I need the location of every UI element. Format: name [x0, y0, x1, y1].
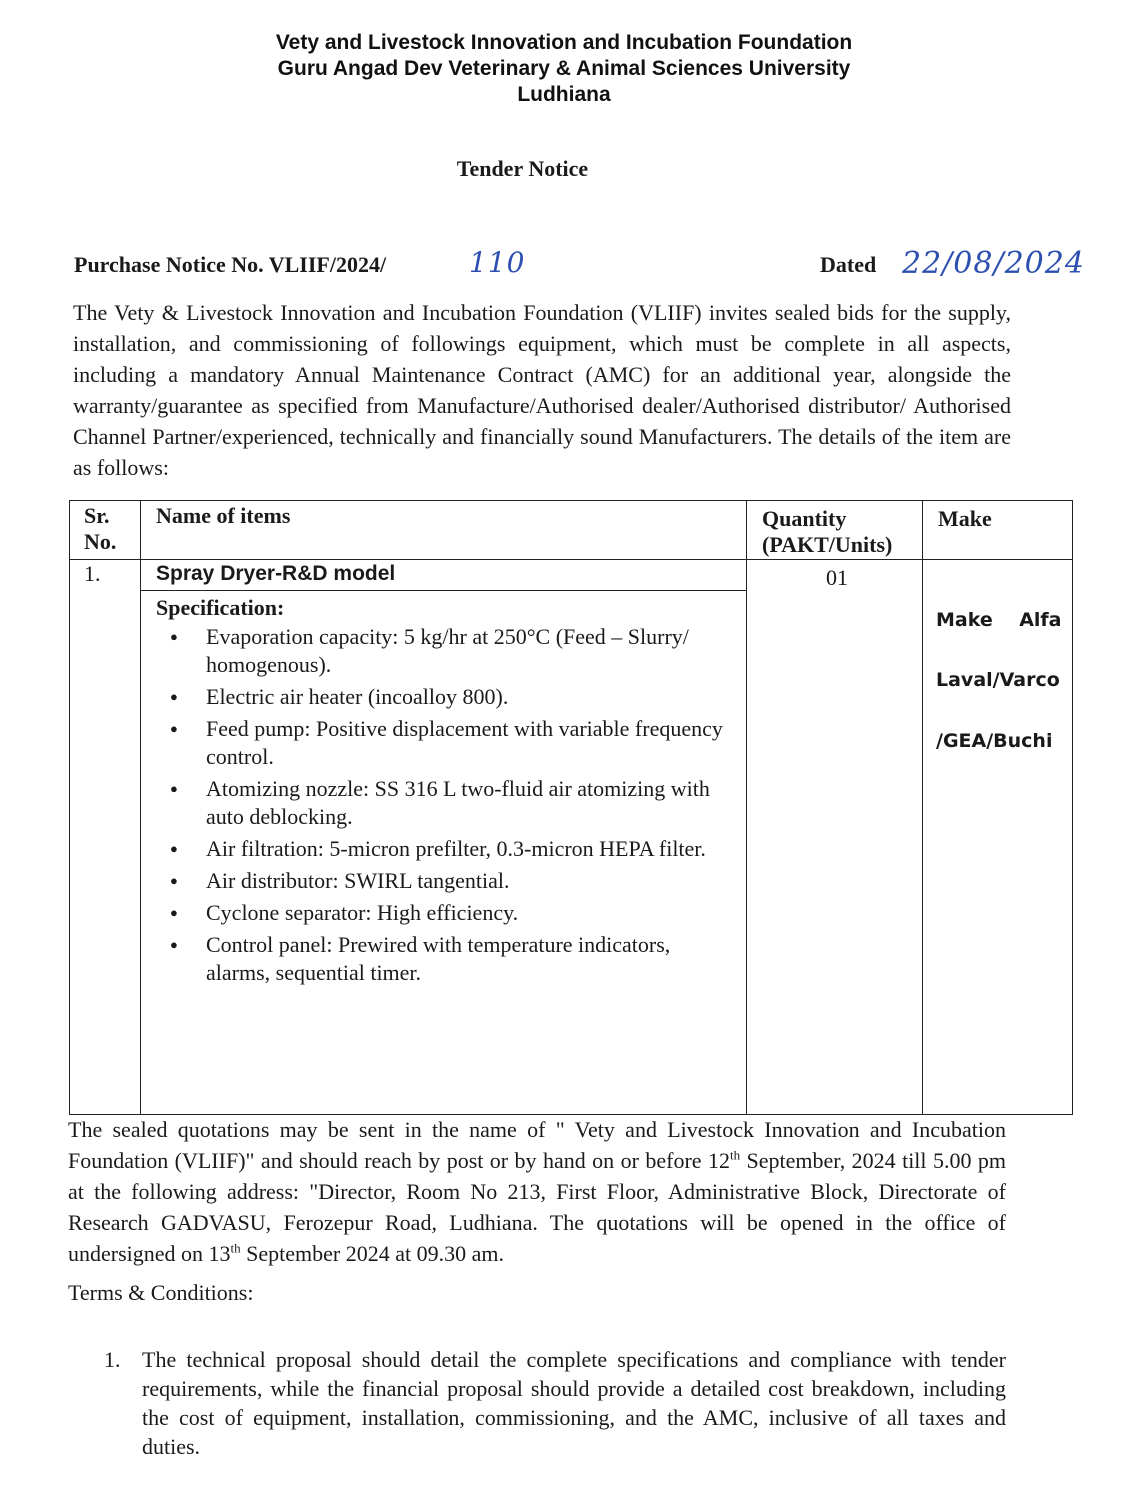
header-make: Make: [938, 506, 992, 531]
spec-item: ● Feed pump: Positive displacement with variable frequency control.: [166, 715, 726, 771]
superscript-th: th: [729, 1147, 741, 1163]
item-name: Spray Dryer-R&D model: [156, 562, 396, 585]
spec-item: ● Air distributor: SWIRL tangential.: [166, 867, 726, 895]
intro-paragraph: The Vety & Livestock Innovation and Incubation Foundation (VLIIF) invites sealed bids for the supply, installation, and commissioning of followings equipment, which must be complete in all aspects, including a mandatory Annual Maintenance Contract (AMC) for an additional year, alongside the warranty/guarantee as specified from Manufacture/Authorised dealer/Authorised distributor/ Authorised Channel Partner/experienced, technically and financially sound Manufacturers. The details of the item are as follows:: [73, 300, 1011, 480]
spec-item: ● Evaporation capacity: 5 kg/hr at 250°C (Feed – Slurry/ homogenous).: [166, 623, 726, 679]
spec-item: ● Atomizing nozzle: SS 316 L two-fluid air atomizing with auto deblocking.: [166, 775, 726, 831]
purchase-notice-label: Purchase Notice No. VLIIF/2024/: [74, 252, 387, 277]
spec-heading: Specification:: [156, 595, 285, 620]
handwritten-notice-number: 110: [469, 246, 526, 279]
spec-item: ● Air filtration: 5-micron prefilter, 0.3-micron HEPA filter.: [166, 835, 726, 863]
header-item-name: Name of items: [156, 503, 291, 528]
make-line-3: /GEA/Buchi: [936, 730, 1053, 752]
make-line-1: Make Alfa: [936, 609, 1062, 631]
letterhead: [0, 30, 1128, 108]
closing-paragraph: The sealed quotations may be sent in the name of " Vety and Livestock Innovation and Incubation Foundation (VLIIF)" and should reach by post or by hand on or before 12th September, 2024 till 5.00 pm at the following address: "Director, Room No 213, First Floor, Administrative Block, Directorate of Research GADVASU, Ferozepur Road, Ludhiana. The quotations will be opened in the office of undersigned on 13th September 2024 at 09.30 am.: [68, 1117, 1006, 1266]
term-text: The technical proposal should detail the complete specifications and compliance with tender requirements, while the financial proposal should provide a detailed cost breakdown, including the cost of equipment, installation, commissioning, and the AMC, inclusive of all taxes and duties.: [142, 1347, 1006, 1459]
spec-item: ● Cyclone separator: High efficiency.: [166, 899, 726, 927]
handwritten-date: 22/08/2024: [902, 246, 1085, 281]
header-sr-no: Sr. No.: [84, 503, 117, 554]
spec-item: ● Electric air heater (incoalloy 800).: [166, 683, 726, 711]
city-name: Ludhiana: [517, 83, 611, 106]
spec-item: ● Control panel: Prewired with temperature indicators, alarms, sequential timer.: [166, 931, 726, 987]
terms-heading: Terms & Conditions:: [68, 1280, 254, 1305]
org-name: Vety and Livestock Innovation and Incubation Foundation: [275, 31, 853, 54]
make-line-2: Laval/Varco: [936, 669, 1060, 691]
items-table: [69, 500, 1073, 1115]
row-sr-no: 1.: [84, 561, 101, 586]
spec-list: [166, 623, 726, 991]
dated-label: Dated: [820, 252, 877, 277]
term-item: [104, 1345, 1006, 1461]
header-quantity: Quantity (PAKT/Units): [762, 506, 893, 557]
notice-line: [74, 246, 1085, 282]
term-number: 1.: [104, 1347, 121, 1372]
quantity-value: 01: [826, 565, 848, 590]
superscript-th: th: [230, 1240, 241, 1256]
university-name: Guru Angad Dev Veterinary & Animal Sciences University: [277, 57, 851, 80]
document-title: Tender Notice: [456, 156, 589, 181]
